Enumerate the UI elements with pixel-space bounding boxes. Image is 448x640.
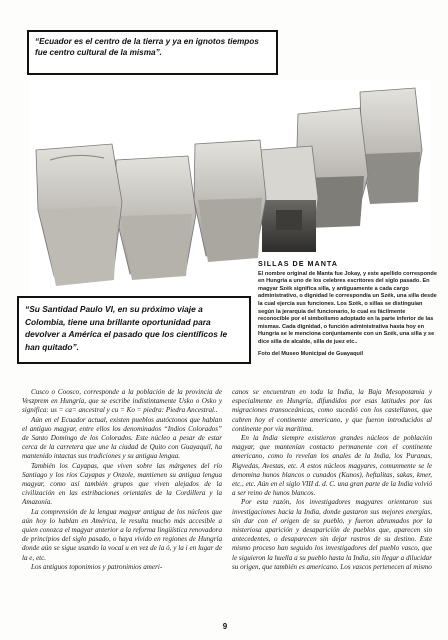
caption-title: SILLAS DE MANTA <box>258 259 338 268</box>
paragraph: canos se encuentran en toda la India, la Baja Mesopotamia y especialmente en Hungría, difundidos por esas latitudes por las migraciones transoceánicas, como sucedió con los castellanos, que cubren hoy el continente americano, y que fueron introducidos al continente por vía marítima. <box>232 388 432 433</box>
paragraph: En la India siempre existieron grandes núcleos de población magyar, que mantenían contacto permanente con el continente americano, como lo revelan los anales de la India, los Puranas, Rigvedas, Avestas, etc. A estos núcleos magyares, comunmente se le denomina hunos blancos o cunados (Kunos), heftalitas, sakas, kmer, etc., etc. Aún en el siglo VIII d. d. C. una gran parte de la India volvió a ser reino de hunos blancos. <box>232 434 432 498</box>
paragraph: Por esta razón, los investigadores magyares orientaron sus investigaciones hacia la India, donde gastaron sus mejores energías, sin dar con el origen de su pueblo, y fueron abrumados por la misteriosa aparición y desaparición de pueblos que, aparecen sin antecedentes, o desaparecen sin dejar rastros de su destino. Este mismo proceso han seguido los investigadores del pueblo vasco, que le siguieron la huella a su pueblo hasta la India, sin llegar a dilucidar su origen, que también es americano. Los vascos pertenecen al mismo <box>232 498 432 571</box>
chair-mid-1 <box>116 156 196 280</box>
paragraph: También los Cayapas, que viven sobre las márgenes del río Santiago y los ríos Cayapas y Onzole, mantienen su antigua lengua magyar, como así también grupos que viven alejados de la civilización en las estribaciones orientales de la Cordillera y la Amazonía. <box>22 461 222 507</box>
pull-quote-bottom: “Su Santidad Paulo VI, en su próximo viaje a Colombia, tiene una brillante oportunidad para devolver a América el pasado que los científicos le han quitado”. <box>17 296 251 364</box>
chair-mid-2 <box>194 140 266 262</box>
page-number: 9 <box>222 622 228 631</box>
chair-front <box>36 144 122 286</box>
paragraph: Cusco o Coosco, corresponde a la población de la provincia de Veszprem en Hungría, que se escribe indistintamente Usko o Osko y significa: us = ca= ancestral y cu = Ko = piedra: Piedra Ancestral.. <box>22 388 222 415</box>
paragraph: Aún en el Ecuador actual, existen pueblos autóctonos que hablan el antiguo magyar, entre ellos los denominados “Indios Colorados” de Santo Domingo de los Colorados. Este núcleo a pesar de estar cerca de la carretera que une la ciudad de Quito con Guayaquil, ha mantenido intactas sus tradiciones y su antigua lengua. <box>22 415 222 461</box>
paragraph: La comprensión de la lengua magyar antigua de los núcleos que aún hoy lo hablan en América, le resulta mucho más accesible a quien conozca el magyar anterior a la reforma lingüística renovadora de principios del siglo pasado, o haya vivido en regiones de Hungría donde aún se sigue usando la vocal u en vez de la ó, y la i en lugar de la e, etc. <box>22 507 222 562</box>
chair-dark <box>258 146 318 252</box>
text-column-left <box>22 388 222 628</box>
text-column-right <box>232 388 432 628</box>
photo-caption <box>258 260 438 380</box>
caption-body: El nombre original de Manta fue Jokay, y este apellido corresponde en Hungría a uno de los celebres escritores del siglo pasado. En magyar Szék significa silla, y antiguamente a cada cargo administrativo, o dignidad le correspondía un Szék, una silla desde la cual ejercía sus funciones. Los Szék, o sillas se distinguían según la jerarquía del funcionario, lo cual es fácilmente reconocible por el simbolismo adoptado en la parte inferior de las mismas. Cada dignidad, o función administrativa hasta hoy en Hungría se le menciona conjuntamente con un Szék, una silla y se dice silla de alcalde, silla de juez etc.. <box>258 270 437 345</box>
paragraph: Los antiguos toponimios y patronimios ameri- <box>31 562 163 571</box>
pull-quote-top: “Ecuador es el centro de la tierra y ya en ignotos tiempos fue centro cultural de la misma”. <box>27 30 278 75</box>
caption-credit: Foto del Museo Municipal de Guayaquil <box>258 350 364 357</box>
chair-far-4 <box>360 88 422 204</box>
